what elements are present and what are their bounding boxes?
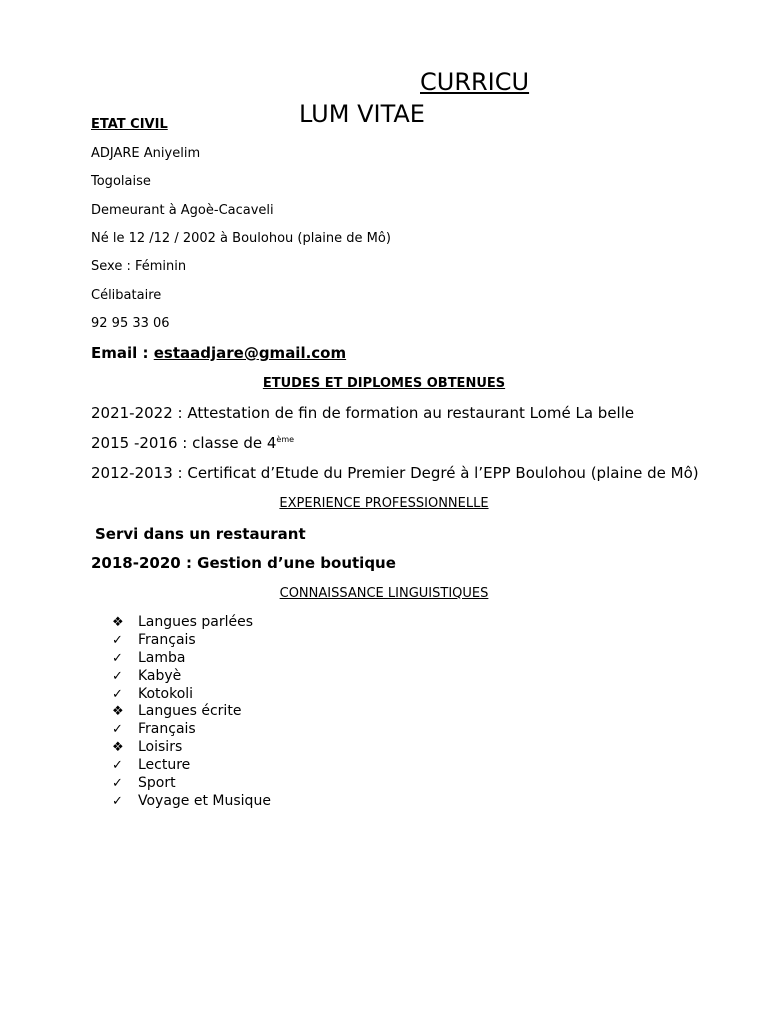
list-item-label: Sport: [138, 775, 176, 792]
list-item-label: Lamba: [138, 649, 186, 666]
list-item-label: Français: [138, 631, 196, 648]
nationality: Togolaise: [91, 174, 151, 189]
list-item: [112, 793, 271, 811]
etudes-heading: ETUDES ET DIPLOMES OBTENUES: [262, 376, 506, 391]
list-item-label: Voyage et Musique: [138, 792, 271, 809]
list-item-label: Français: [138, 721, 196, 738]
checkmark-icon: ✓: [112, 758, 123, 774]
diamond-bullet-icon: ❖: [112, 704, 124, 720]
langues-heading: CONNAISSANCE LINGUISTIQUES: [279, 586, 489, 601]
checkmark-icon: ✓: [112, 668, 123, 684]
phone-number: 92 95 33 06: [91, 316, 170, 331]
list-item: [112, 632, 271, 650]
list-item-label: Kabyè: [138, 667, 182, 684]
checkmark-icon: ✓: [112, 686, 123, 702]
list-item-label: Lecture: [138, 757, 191, 774]
list-item: [112, 721, 271, 739]
experience-item-2: 2018-2020 : Gestion d’une boutique: [91, 554, 396, 572]
title-line-2: LUM VITAE: [299, 100, 425, 128]
list-item: [112, 650, 271, 668]
etudes-item-3: 2012-2013 : Certificat d’Etude du Premier Degré à l’EPP Boulohou (plaine de Mô): [91, 464, 699, 482]
diamond-bullet-icon: ❖: [112, 740, 124, 756]
experience-item-1: Servi dans un restaurant: [95, 525, 306, 543]
sex: Sexe : Féminin: [91, 259, 187, 274]
checkmark-icon: ✓: [112, 650, 123, 666]
list-item: [112, 703, 271, 721]
checkmark-icon: ✓: [112, 776, 123, 792]
etudes-item-2-sup: ème: [276, 435, 295, 444]
experience-heading: EXPERIENCE PROFESSIONNELLE: [279, 496, 489, 511]
person-name: ADJARE Aniyelim: [91, 146, 201, 161]
checkmark-icon: ✓: [112, 632, 123, 648]
email-line: [91, 344, 346, 362]
list-item-label: Kotokoli: [138, 685, 194, 702]
list-item-label: Loisirs: [138, 739, 183, 756]
list-item: [112, 668, 271, 686]
etudes-item-2: [91, 434, 294, 452]
etudes-item-1: 2021-2022 : Attestation de fin de formation au restaurant Lomé La belle: [91, 404, 635, 422]
email-label: Email :: [91, 344, 154, 362]
list-item-label: Langues parlées: [138, 614, 254, 630]
list-item: [112, 739, 271, 757]
email-link[interactable]: estaadjare@gmail.com: [153, 344, 347, 362]
checkmark-icon: ✓: [112, 722, 123, 738]
title-line-1: CURRICU: [420, 68, 530, 96]
etat-civil-heading: ETAT CIVIL: [91, 117, 168, 132]
langues-list: [112, 614, 271, 811]
birth-info: Né le 12 /12 / 2002 à Boulohou (plaine de Mô): [91, 231, 391, 246]
diamond-bullet-icon: ❖: [112, 615, 124, 630]
address: Demeurant à Agoè-Cacaveli: [91, 203, 274, 218]
checkmark-icon: ✓: [112, 793, 123, 809]
marital-status: Célibataire: [91, 288, 162, 303]
list-item: [112, 686, 271, 704]
list-item-label: Langues écrite: [138, 703, 242, 720]
list-item: [112, 757, 271, 775]
list-item: [112, 775, 271, 793]
etudes-item-2-text: 2015 -2016 : classe de 4: [91, 434, 277, 452]
list-item: [112, 614, 271, 632]
